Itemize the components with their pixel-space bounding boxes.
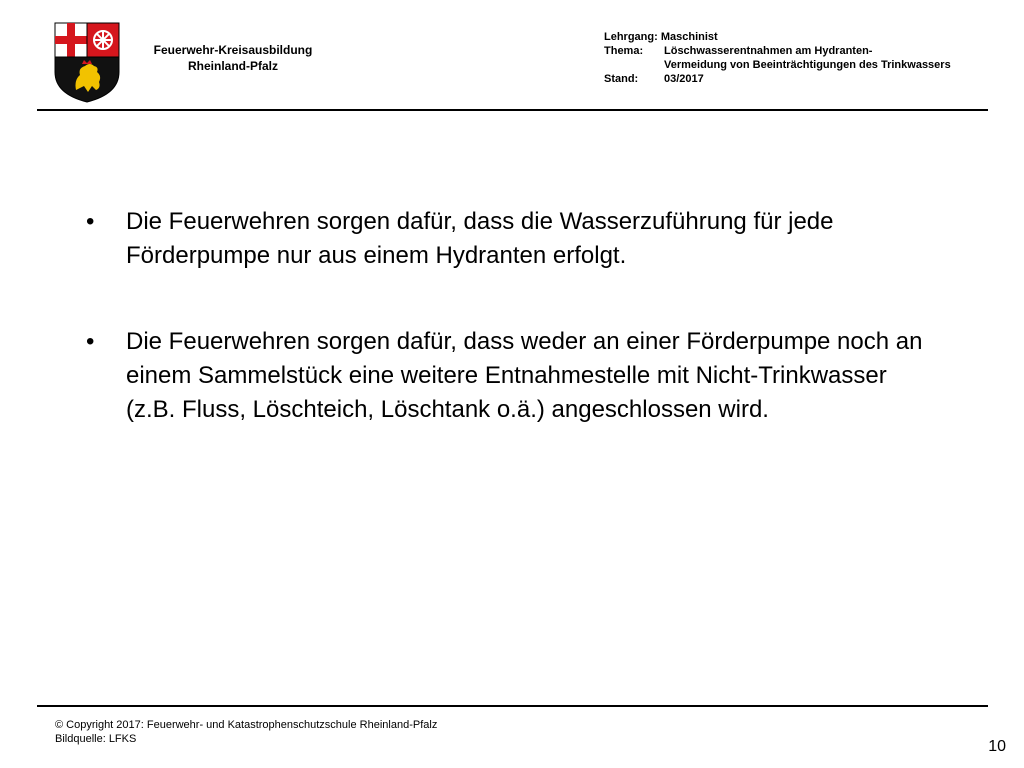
topic-label: Thema: [604,45,644,57]
topic-row-2 [604,58,951,72]
organization-name [128,42,338,74]
slide-body [86,205,926,427]
bullet-text: Die Feuerwehren sorgen dafür, dass die Wasserzuführung für jede Förderpumpe nur aus einem Hydranten erfolgt. [126,208,834,269]
org-line-1: Feuerwehr-Kreisausbildung [153,43,313,57]
course-label: Lehrgang: [604,31,658,43]
bullet-symbol: • [86,208,95,235]
footer-divider [37,705,988,707]
course-meta [604,30,951,86]
status-label: Stand: [604,73,639,85]
bullet-item [86,205,926,273]
image-source-text: Bildquelle: LFKS [55,733,137,745]
status-row [604,72,951,86]
course-value: Maschinist [660,31,718,43]
copyright-text: © Copyright 2017: Feuerwehr- und Katastrophenschutzschule Rheinland-Pfalz [55,719,438,731]
footer [55,718,437,746]
org-line-2: Rheinland-Pfalz [187,59,278,73]
topic-value-line-1: Löschwasserentnahmen am Hydranten- [664,45,873,57]
bullet-text: Die Feuerwehren sorgen dafür, dass weder an einer Förderpumpe noch an einem Sammelstück eine weitere Entnahmestelle mit Nicht-Trinkwasser (z.B. Fluss, Löschteich, Löschtank o.ä.) angeschlossen wird. [126,328,923,423]
coat-of-arms-logo [52,20,122,104]
bullet-item [86,325,926,427]
bullet-symbol: • [86,328,95,355]
page-number: 10 [988,738,1006,755]
course-row [604,30,951,44]
topic-row [604,44,951,58]
header-divider [37,109,988,111]
status-value: 03/2017 [664,73,704,85]
topic-value-line-2: Vermeidung von Beeinträchtigungen des Trinkwassers [664,59,951,71]
